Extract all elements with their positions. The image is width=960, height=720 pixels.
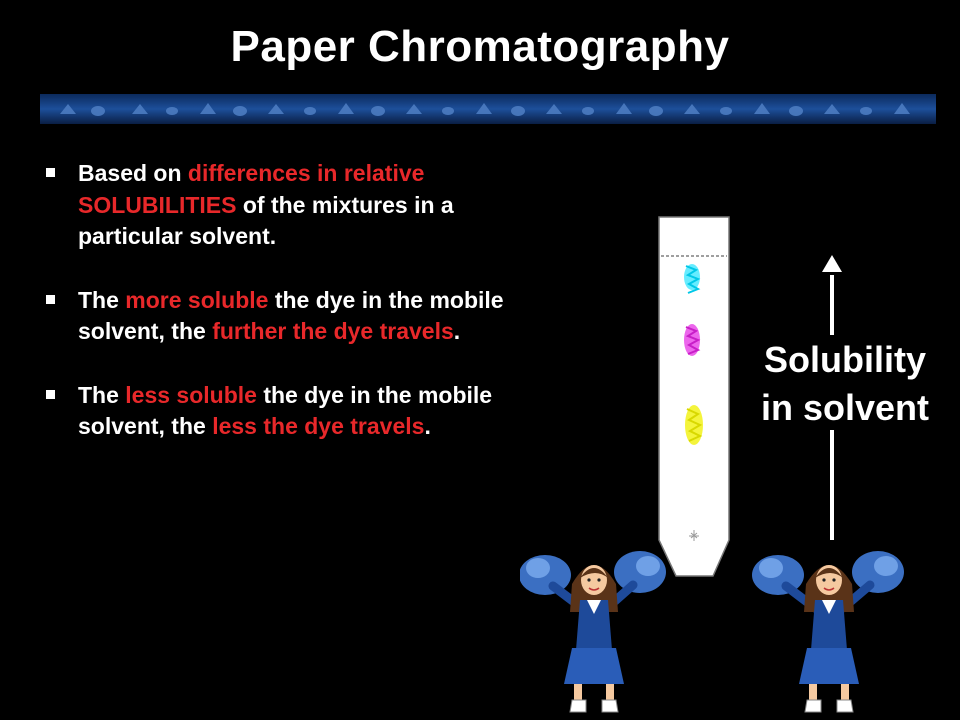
solubility-label-line-2: in solvent [760, 387, 930, 428]
slide-title: Paper Chromatography [230, 22, 730, 71]
bullet-square-icon [46, 168, 55, 177]
bullet-list [44, 158, 524, 475]
solubility-label-line-1: Solubility [764, 339, 926, 380]
bullet-square-icon [46, 295, 55, 304]
bullet-2-text-a: The [78, 286, 126, 313]
bullet-2-highlight-a: more soluble [125, 286, 269, 313]
cheerleader-icon [520, 551, 666, 712]
bullet-2-text-b: the dye in the mobile solvent, the [78, 286, 504, 344]
bullet-3-text-c: . [424, 413, 431, 439]
cheerleader-icon [752, 551, 904, 712]
title-banner [40, 94, 936, 124]
bullet-item-1 [44, 158, 524, 253]
bullet-2-text-c: . [453, 318, 461, 344]
chromatography-strip-icon [659, 217, 729, 576]
bullet-2-highlight-b: further the dye travels [212, 318, 454, 344]
bullet-3-highlight-a: less soluble [125, 381, 257, 408]
bullet-1-highlight: differences in relative SOLUBILITIES [78, 160, 425, 218]
chromatography-figure [520, 200, 960, 720]
bullet-item-3 [44, 380, 524, 443]
bullet-1-text-b: of the mixtures in a particular solvent. [78, 191, 454, 249]
bullet-3-text-b: the dye in the mobile solvent, the [78, 381, 493, 439]
dye-spot-magenta [684, 324, 700, 356]
bullet-3-text-a: The [78, 381, 126, 408]
bullet-1-text-a: Based on [78, 160, 188, 186]
dye-spot-yellow [685, 405, 703, 445]
bullet-item-2 [44, 285, 524, 348]
solubility-label [740, 336, 950, 432]
bullet-square-icon [46, 390, 55, 399]
bullet-3-highlight-b: less the dye travels [212, 413, 425, 439]
